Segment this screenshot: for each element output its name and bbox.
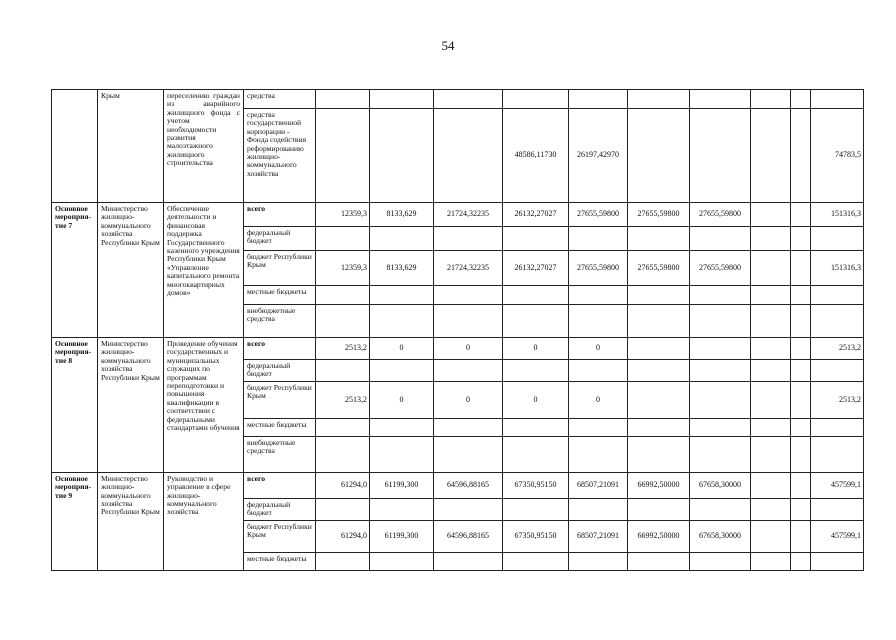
amount-cell: [751, 286, 791, 305]
amount-cell: [690, 227, 751, 251]
amount-cell: [791, 251, 811, 286]
amount-cell: [569, 498, 628, 520]
amount-cell: [751, 498, 791, 520]
amount-cell: [569, 418, 628, 436]
amount-cell: [434, 305, 503, 338]
amount-cell: [811, 436, 864, 472]
funding-source-cell: средства государственной корпорации - Фонда содействия реформированию жилищно-коммунального хозяйства: [244, 109, 316, 203]
amount-cell: [791, 520, 811, 552]
amount-cell: [690, 552, 751, 570]
amount-cell: 0: [569, 381, 628, 418]
amount-cell: 12359,3: [316, 251, 370, 286]
amount-cell: 26132,27027: [503, 203, 569, 227]
amount-cell: [370, 305, 434, 338]
amount-cell: 151316,3: [811, 251, 864, 286]
amount-cell: 8133,629: [370, 251, 434, 286]
amount-cell: [690, 90, 751, 109]
amount-cell: [791, 109, 811, 203]
amount-cell: [751, 381, 791, 418]
amount-cell: [434, 418, 503, 436]
executor-cell: Министерство жилищно-коммунального хозяйства Республики Крым: [98, 472, 164, 570]
amount-cell: [751, 436, 791, 472]
amount-cell: 66992,50000: [628, 472, 690, 498]
amount-cell: 61294,0: [316, 520, 370, 552]
amount-cell: 67658,30000: [690, 520, 751, 552]
amount-cell: [569, 227, 628, 251]
amount-cell: 61199,300: [370, 520, 434, 552]
amount-cell: 0: [370, 381, 434, 418]
amount-cell: 27655,59800: [628, 251, 690, 286]
amount-cell: [791, 338, 811, 360]
amount-cell: [628, 286, 690, 305]
amount-cell: [370, 90, 434, 109]
amount-cell: [628, 381, 690, 418]
amount-cell: [791, 360, 811, 382]
amount-cell: 27655,59800: [569, 251, 628, 286]
amount-cell: [569, 552, 628, 570]
amount-cell: [751, 305, 791, 338]
budget-table: [51, 89, 864, 571]
activity-cell: Основное мероприя-тие 9: [52, 472, 98, 570]
amount-cell: [751, 418, 791, 436]
amount-cell: [690, 305, 751, 338]
amount-cell: 66992,50000: [628, 520, 690, 552]
amount-cell: [434, 498, 503, 520]
amount-cell: [811, 360, 864, 382]
amount-cell: 27655,59800: [690, 203, 751, 227]
amount-cell: 0: [503, 338, 569, 360]
amount-cell: [690, 418, 751, 436]
amount-cell: 457599,1: [811, 520, 864, 552]
amount-cell: [811, 227, 864, 251]
budget-table-body: [52, 90, 864, 571]
continuation-row: [52, 90, 864, 109]
amount-cell: [628, 338, 690, 360]
amount-cell: 151316,3: [811, 203, 864, 227]
amount-cell: 61199,300: [370, 472, 434, 498]
amount-cell: [569, 360, 628, 382]
amount-cell: 2513,2: [811, 338, 864, 360]
amount-cell: [316, 360, 370, 382]
amount-cell: [503, 360, 569, 382]
activity-cell: Основное мероприя-тие 8: [52, 338, 98, 473]
amount-cell: [751, 109, 791, 203]
amount-cell: [751, 203, 791, 227]
amount-cell: [628, 90, 690, 109]
amount-cell: [316, 109, 370, 203]
amount-cell: [690, 338, 751, 360]
description-cell: переселению граждан из аварийного жилищного фонда с учетом необходимости развития малоэтажного жилищного строительства: [164, 90, 244, 203]
amount-cell: [316, 436, 370, 472]
amount-cell: [690, 286, 751, 305]
amount-cell: [791, 227, 811, 251]
amount-cell: 27655,59800: [628, 203, 690, 227]
amount-cell: [811, 552, 864, 570]
funding-source-cell: внебюджетные средства: [244, 305, 316, 338]
amount-cell: [751, 338, 791, 360]
amount-cell: [751, 520, 791, 552]
amount-cell: [811, 305, 864, 338]
amount-cell: 26197,42970: [569, 109, 628, 203]
amount-cell: [370, 552, 434, 570]
amount-cell: [503, 552, 569, 570]
executor-cell: Крым: [98, 90, 164, 203]
amount-cell: 0: [370, 338, 434, 360]
amount-cell: [751, 251, 791, 286]
amount-cell: 68507,21091: [569, 472, 628, 498]
amount-cell: [569, 305, 628, 338]
amount-cell: [628, 109, 690, 203]
amount-cell: [791, 203, 811, 227]
amount-cell: [791, 90, 811, 109]
amount-cell: [690, 498, 751, 520]
amount-cell: [370, 360, 434, 382]
amount-cell: 0: [503, 381, 569, 418]
amount-cell: 74783,5: [811, 109, 864, 203]
amount-cell: [569, 436, 628, 472]
activity-cell: Основное мероприя-тие 7: [52, 203, 98, 338]
amount-cell: [316, 305, 370, 338]
amount-cell: [569, 286, 628, 305]
amount-cell: [791, 436, 811, 472]
amount-cell: 64596,88165: [434, 472, 503, 498]
amount-cell: 27655,59800: [569, 203, 628, 227]
amount-cell: 61294,0: [316, 472, 370, 498]
amount-cell: [628, 360, 690, 382]
executor-cell: Министерство жилищно-коммунального хозяйства Республики Крым: [98, 338, 164, 473]
amount-cell: 21724,32235: [434, 251, 503, 286]
amount-cell: [811, 418, 864, 436]
amount-cell: [503, 90, 569, 109]
amount-cell: 67350,95150: [503, 520, 569, 552]
amount-cell: [316, 286, 370, 305]
amount-cell: [751, 552, 791, 570]
amount-cell: 2513,2: [316, 381, 370, 418]
amount-cell: [791, 286, 811, 305]
amount-cell: [434, 552, 503, 570]
amount-cell: 21724,32235: [434, 203, 503, 227]
amount-cell: [690, 360, 751, 382]
amount-cell: 0: [434, 381, 503, 418]
amount-cell: 64596,88165: [434, 520, 503, 552]
amount-cell: 26132,27027: [503, 251, 569, 286]
amount-cell: [316, 498, 370, 520]
amount-cell: [370, 418, 434, 436]
amount-cell: [628, 418, 690, 436]
amount-cell: [811, 286, 864, 305]
amount-cell: [628, 552, 690, 570]
funding-source-cell: федеральный бюджет: [244, 360, 316, 382]
funding-source-cell: местные бюджеты: [244, 418, 316, 436]
amount-cell: [569, 90, 628, 109]
table-row: [52, 338, 864, 360]
description-cell: Руководство и управление в сфере жилищно-коммунального хозяйства: [164, 472, 244, 570]
amount-cell: [811, 498, 864, 520]
amount-cell: [628, 305, 690, 338]
amount-cell: [370, 286, 434, 305]
amount-cell: [503, 227, 569, 251]
amount-cell: [503, 418, 569, 436]
amount-cell: [370, 436, 434, 472]
funding-source-cell: федеральный бюджет: [244, 227, 316, 251]
amount-cell: 0: [569, 338, 628, 360]
amount-cell: [751, 472, 791, 498]
amount-cell: 68507,21091: [569, 520, 628, 552]
page-number: 54: [441, 38, 455, 53]
amount-cell: [690, 381, 751, 418]
amount-cell: 2513,2: [316, 338, 370, 360]
amount-cell: [434, 109, 503, 203]
funding-source-cell: местные бюджеты: [244, 286, 316, 305]
amount-cell: [503, 436, 569, 472]
description-cell: Обеспечение деятельности и финансовая поддержка Государственного казенного учреждения Республики Крым «Управление капитального ремонта многоквартирных домов»: [164, 203, 244, 338]
amount-cell: [503, 286, 569, 305]
amount-cell: [690, 436, 751, 472]
activity-cell: [52, 90, 98, 203]
funding-source-cell: бюджет Республики Крым: [244, 520, 316, 552]
funding-source-cell: бюджет Республики Крым: [244, 251, 316, 286]
amount-cell: 27655,59800: [690, 251, 751, 286]
amount-cell: [811, 90, 864, 109]
amount-cell: [791, 305, 811, 338]
amount-cell: [370, 498, 434, 520]
amount-cell: 2513,2: [811, 381, 864, 418]
funding-source-cell: внебюджетные средства: [244, 436, 316, 472]
amount-cell: [791, 381, 811, 418]
amount-cell: [690, 109, 751, 203]
executor-cell: Министерство жилищно-коммунального хозяйства Республики Крым: [98, 203, 164, 338]
funding-source-cell: средства: [244, 90, 316, 109]
amount-cell: [791, 552, 811, 570]
amount-cell: [791, 472, 811, 498]
amount-cell: [434, 360, 503, 382]
table-row: [52, 203, 864, 227]
amount-cell: [370, 227, 434, 251]
amount-cell: [751, 360, 791, 382]
amount-cell: [370, 109, 434, 203]
funding-source-cell: местные бюджеты: [244, 552, 316, 570]
amount-cell: [503, 498, 569, 520]
amount-cell: [434, 227, 503, 251]
amount-cell: [316, 552, 370, 570]
amount-cell: 0: [434, 338, 503, 360]
amount-cell: [503, 305, 569, 338]
amount-cell: [316, 418, 370, 436]
funding-source-cell: федеральный бюджет: [244, 498, 316, 520]
amount-cell: 67350,95150: [503, 472, 569, 498]
amount-cell: [434, 436, 503, 472]
amount-cell: [628, 498, 690, 520]
amount-cell: [628, 227, 690, 251]
amount-cell: [751, 227, 791, 251]
funding-source-cell: всего: [244, 472, 316, 498]
amount-cell: 8133,629: [370, 203, 434, 227]
amount-cell: [316, 227, 370, 251]
funding-source-cell: бюджет Республики Крым: [244, 381, 316, 418]
amount-cell: 67658,30000: [690, 472, 751, 498]
amount-cell: 457599,1: [811, 472, 864, 498]
amount-cell: [791, 498, 811, 520]
table-row: [52, 472, 864, 498]
amount-cell: [434, 90, 503, 109]
amount-cell: [628, 436, 690, 472]
funding-source-cell: всего: [244, 203, 316, 227]
amount-cell: [316, 90, 370, 109]
amount-cell: [791, 418, 811, 436]
amount-cell: 12359,3: [316, 203, 370, 227]
description-cell: Проведение обучения государственных и муниципальных служащих по программам переподготовки и повышения квалификации в соответствии с федеральными стандартами обучения: [164, 338, 244, 473]
amount-cell: [434, 286, 503, 305]
funding-source-cell: всего: [244, 338, 316, 360]
amount-cell: [751, 90, 791, 109]
amount-cell: 48586,11730: [503, 109, 569, 203]
